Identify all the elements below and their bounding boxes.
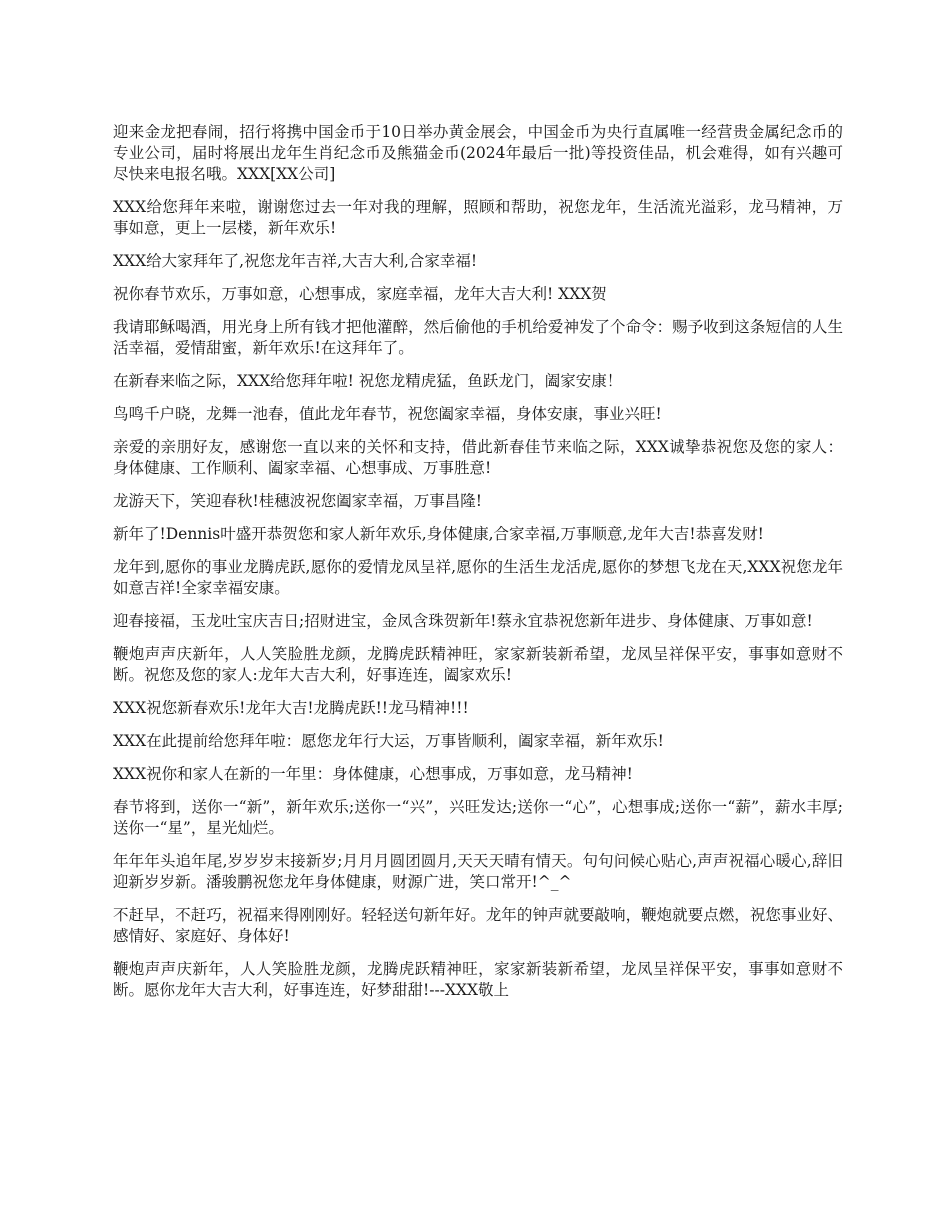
- paragraph: 龙游天下，笑迎春秋!桂穗波祝您阖家幸福，万事昌隆!: [113, 492, 482, 510]
- paragraph: 鸟鸣千户晓，龙舞一池春，值此龙年春节，祝您阖家幸福，身体安康，事业兴旺!: [113, 405, 662, 423]
- paragraph: XXX在此提前给您拜年啦：愿您龙年行大运，万事皆顺利，阖家幸福，新年欢乐!: [113, 732, 664, 750]
- paragraph: 迎春接福，玉龙吐宝庆吉日;招财进宝，金凤含珠贺新年!蔡永宜恭祝您新年进步、身体健康、万事如意!: [113, 612, 813, 630]
- paragraph: 亲爱的亲朋好友，感谢您一直以来的关怀和支持，借此新春佳节来临之际，XXX诚挚恭祝您及您的家人：身体健康、工作顺利、阖家幸福、心想事成、万事胜意!: [113, 438, 843, 477]
- paragraph: XXX祝你和家人在新的一年里：身体健康，心想事成，万事如意，龙马精神!: [113, 765, 633, 783]
- paragraph: XXX祝您新春欢乐!龙年大吉!龙腾虎跃!!龙马精神!!!: [113, 699, 469, 717]
- paragraph: 不赶早，不赶巧，祝福来得刚刚好。轻轻送句新年好。龙年的钟声就要敲响，鞭炮就要点燃，祝您事业好、感情好、家庭好、身体好!: [113, 906, 843, 945]
- paragraph: 新年了!Dennis叶盛开恭贺您和家人新年欢乐,身体健康,合家幸福,万事顺意,龙年大吉!恭喜发财!: [113, 525, 764, 543]
- paragraph: 迎来金龙把春闹，招行将携中国金币于10日举办黄金展会，中国金币为央行直属唯一经营贵金属纪念币的专业公司，届时将展出龙年生肖纪念币及熊猫金币(2024年最后一批)等投资佳品，机会难得，如有兴趣可尽快来电报名哦。XXX[XX公司]: [113, 123, 843, 183]
- paragraph: 祝你春节欢乐，万事如意，心想事成，家庭幸福，龙年大吉大利! XXX贺: [113, 285, 607, 303]
- paragraph: XXX给大家拜年了,祝您龙年吉祥,大吉大利,合家幸福!: [113, 252, 478, 270]
- paragraph: 春节将到，送你一“新”，新年欢乐;送你一“兴”，兴旺发达;送你一“心”，心想事成;送你一“薪”，薪水丰厚;送你一“星”，星光灿烂。: [113, 798, 843, 837]
- document-body: [113, 122, 843, 1013]
- paragraph: 年年年头追年尾,岁岁岁末接新岁;月月月圆团圆月,天天天晴有情天。句句问候心贴心,声声祝福心暖心,辞旧迎新岁岁新。潘骏鹏祝您龙年身体健康，财源广进，笑口常开!^_^: [113, 852, 843, 891]
- paragraph: 在新春来临之际，XXX给您拜年啦! 祝您龙精虎猛，鱼跃龙门，阖家安康！: [113, 372, 623, 390]
- paragraph: 龙年到,愿你的事业龙腾虎跃,愿你的爱情龙凤呈祥,愿你的生活生龙活虎,愿你的梦想飞龙在天,XXX祝您龙年如意吉祥!全家幸福安康。: [113, 558, 843, 597]
- paragraph: 鞭炮声声庆新年，人人笑脸胜龙颜，龙腾虎跃精神旺，家家新装新希望，龙凤呈祥保平安，事事如意财不断。愿你龙年大吉大利，好事连连，好梦甜甜!---XXX敬上: [113, 960, 843, 999]
- paragraph: XXX给您拜年来啦，谢谢您过去一年对我的理解，照顾和帮助，祝您龙年，生活流光溢彩，龙马精神，万事如意，更上一层楼，新年欢乐!: [113, 198, 843, 237]
- paragraph: 鞭炮声声庆新年，人人笑脸胜龙颜，龙腾虎跃精神旺，家家新装新希望，龙凤呈祥保平安，事事如意财不断。祝您及您的家人:龙年大吉大利，好事连连，阖家欢乐!: [113, 645, 843, 684]
- paragraph: 我请耶稣喝酒，用光身上所有钱才把他灌醉，然后偷他的手机给爱神发了个命令：赐予收到这条短信的人生活幸福，爱情甜蜜，新年欢乐!在这拜年了。: [113, 318, 843, 357]
